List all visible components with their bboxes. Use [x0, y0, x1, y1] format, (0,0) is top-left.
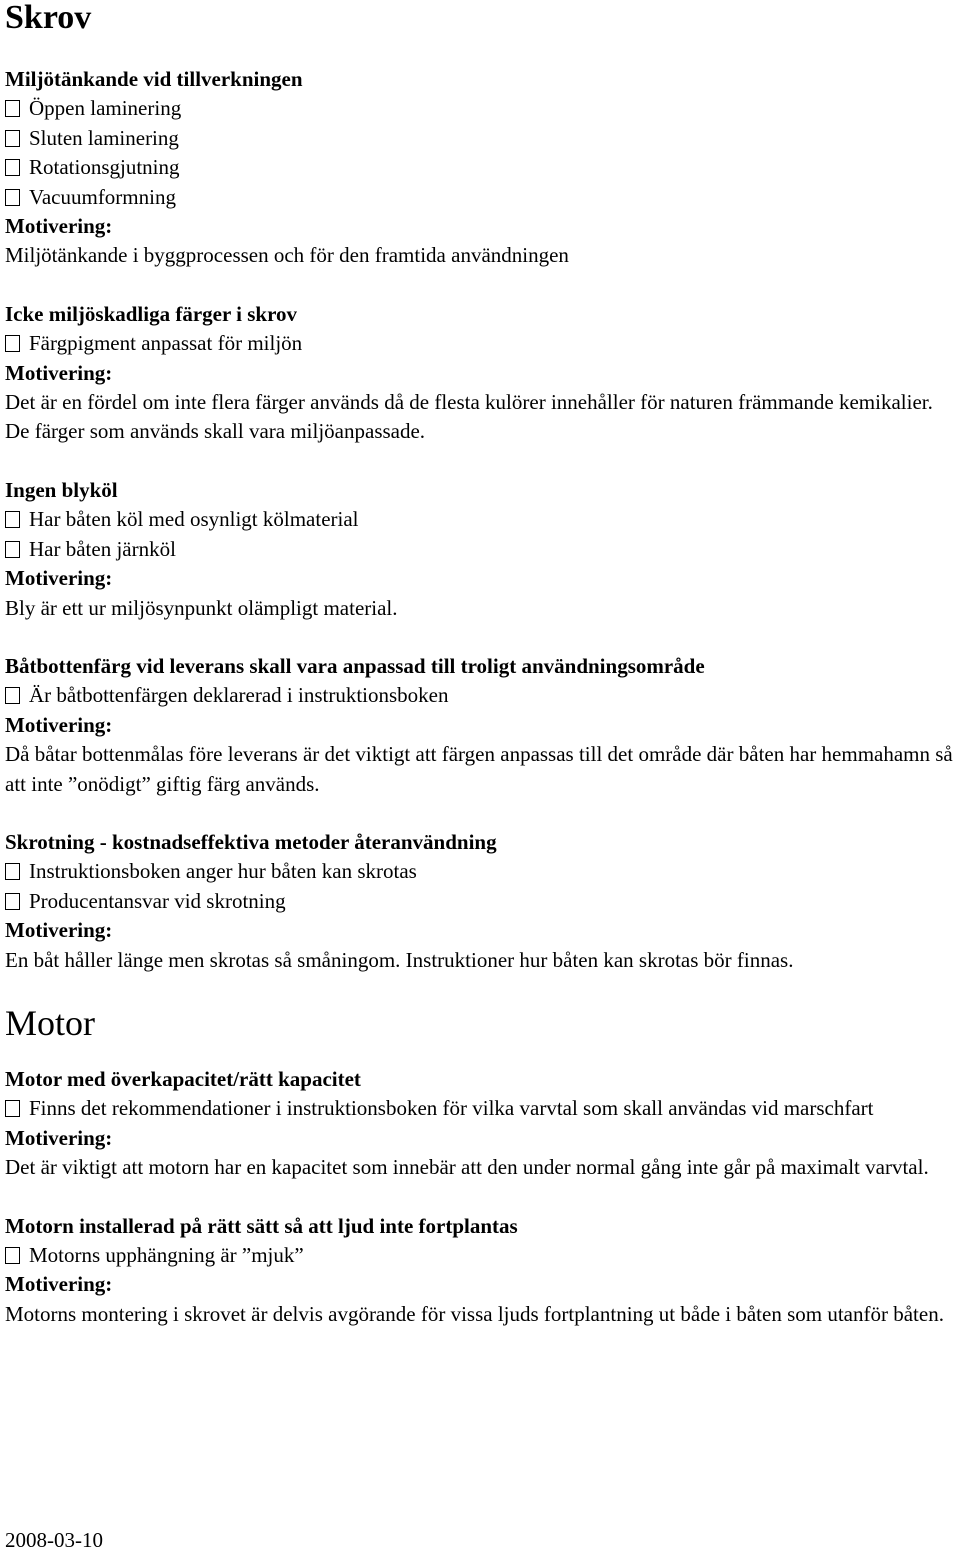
motivation-text: Miljötänkande i byggprocessen och för den framtida användningen — [5, 243, 569, 268]
checklist-item — [5, 887, 960, 916]
motivering-label: Motivering: — [5, 918, 113, 943]
checkbox-icon[interactable] — [5, 1247, 20, 1264]
checklist-item-label: Färgpigment anpassat för miljön — [29, 331, 303, 356]
criterion-ljud — [5, 1212, 960, 1330]
criterion-blykol — [5, 476, 960, 623]
checklist-item-label: Rotationsgjutning — [29, 155, 180, 180]
document — [5, 0, 960, 1329]
motivering-label: Motivering: — [5, 360, 113, 385]
criterion-title: Ingen blyköl — [5, 477, 118, 502]
checklist-item — [5, 183, 960, 212]
motivation-text: Bly är ett ur miljösynpunkt olämpligt material. — [5, 595, 398, 620]
checkbox-icon[interactable] — [5, 687, 20, 704]
criterion-title: Skrotning - kostnadseffektiva metoder återanvändning — [5, 829, 497, 854]
checklist-item — [5, 1094, 960, 1123]
motivation-text: Då båtar bottenmålas före leverans är det viktigt att färgen anpassas till det område där båten har hemmahamn så att inte ”onödigt” giftig färg används. — [5, 742, 953, 796]
checkbox-icon[interactable] — [5, 541, 20, 558]
checklist-item-label: Sluten laminering — [29, 125, 179, 150]
checklist-item — [5, 535, 960, 564]
checklist-item — [5, 681, 960, 710]
checklist-item-label: Finns det rekommendationer i instruktionsboken för vilka varvtal som skall användas vid marschfart — [29, 1096, 874, 1121]
motivering-label: Motivering: — [5, 712, 113, 737]
checkbox-icon[interactable] — [5, 189, 20, 206]
checklist-item-label: Vacuumformning — [29, 184, 176, 209]
motivation-text: Det är en fördel om inte flera färger används då de flesta kulörer innehåller för naturen främmande kemikalier. De färger som används skall vara miljöanpassade. — [5, 390, 933, 444]
checkbox-icon[interactable] — [5, 130, 20, 147]
criterion-title: Båtbottenfärg vid leverans skall vara anpassad till troligt användningsområde — [5, 653, 705, 678]
motivering-label: Motivering: — [5, 566, 113, 591]
criterion-batbottenfarg — [5, 652, 960, 799]
skrov-sections — [5, 65, 960, 975]
checkbox-icon[interactable] — [5, 1100, 20, 1117]
criterion-skrotning — [5, 828, 960, 975]
checklist-item — [5, 124, 960, 153]
footer-date: 2008-03-10 — [5, 1528, 103, 1552]
checklist-item — [5, 1241, 960, 1270]
checkbox-icon[interactable] — [5, 511, 20, 528]
checklist-item-label: Har båten köl med osynligt kölmaterial — [29, 507, 359, 532]
checklist-item — [5, 94, 960, 123]
motivation-text: Motorns montering i skrovet är delvis avgörande för vissa ljuds fortplantning ut både i båten som utanför båten. — [5, 1301, 944, 1326]
checklist-item — [5, 857, 960, 886]
motivation-text: En båt håller länge men skrotas så småningom. Instruktioner hur båten kan skrotas bör finnas. — [5, 947, 794, 972]
checklist-item-label: Har båten järnköl — [29, 536, 176, 561]
checklist-item — [5, 505, 960, 534]
checkbox-icon[interactable] — [5, 893, 20, 910]
checkbox-icon[interactable] — [5, 335, 20, 352]
criterion-title: Motor med överkapacitet/rätt kapacitet — [5, 1066, 361, 1091]
checklist-item-label: Öppen laminering — [29, 96, 182, 121]
motor-sections — [5, 1065, 960, 1329]
checklist-item — [5, 329, 960, 358]
motivering-label: Motivering: — [5, 214, 113, 239]
checklist-item-label: Producentansvar vid skrotning — [29, 888, 286, 913]
checklist-item-label: Instruktionsboken anger hur båten kan skrotas — [29, 859, 417, 884]
criterion-miljotankande — [5, 65, 960, 271]
checklist-item-label: Motorns upphängning är ”mjuk” — [29, 1243, 304, 1267]
criterion-title: Miljötänkande vid tillverkningen — [5, 67, 303, 91]
checkbox-icon[interactable] — [5, 159, 20, 176]
checkbox-icon[interactable] — [5, 863, 20, 880]
criterion-farger — [5, 300, 960, 447]
criterion-overkapacitet — [5, 1065, 960, 1183]
motivation-text: Det är viktigt att motorn har en kapacitet som innebär att den under normal gång inte går på maximalt varvtal. — [5, 1155, 929, 1180]
criterion-title: Icke miljöskadliga färger i skrov — [5, 301, 298, 326]
motivering-label: Motivering: — [5, 1125, 113, 1150]
heading-motor: Motor — [5, 1002, 95, 1043]
checklist-item-label: Är båtbottenfärgen deklarerad i instruktionsboken — [29, 683, 449, 708]
heading-skrov: Skrov — [5, 0, 92, 36]
checkbox-icon[interactable] — [5, 100, 20, 117]
criterion-title: Motorn installerad på rätt sätt så att ljud inte fortplantas — [5, 1213, 518, 1238]
checklist-item — [5, 153, 960, 182]
motivering-label: Motivering: — [5, 1272, 113, 1297]
